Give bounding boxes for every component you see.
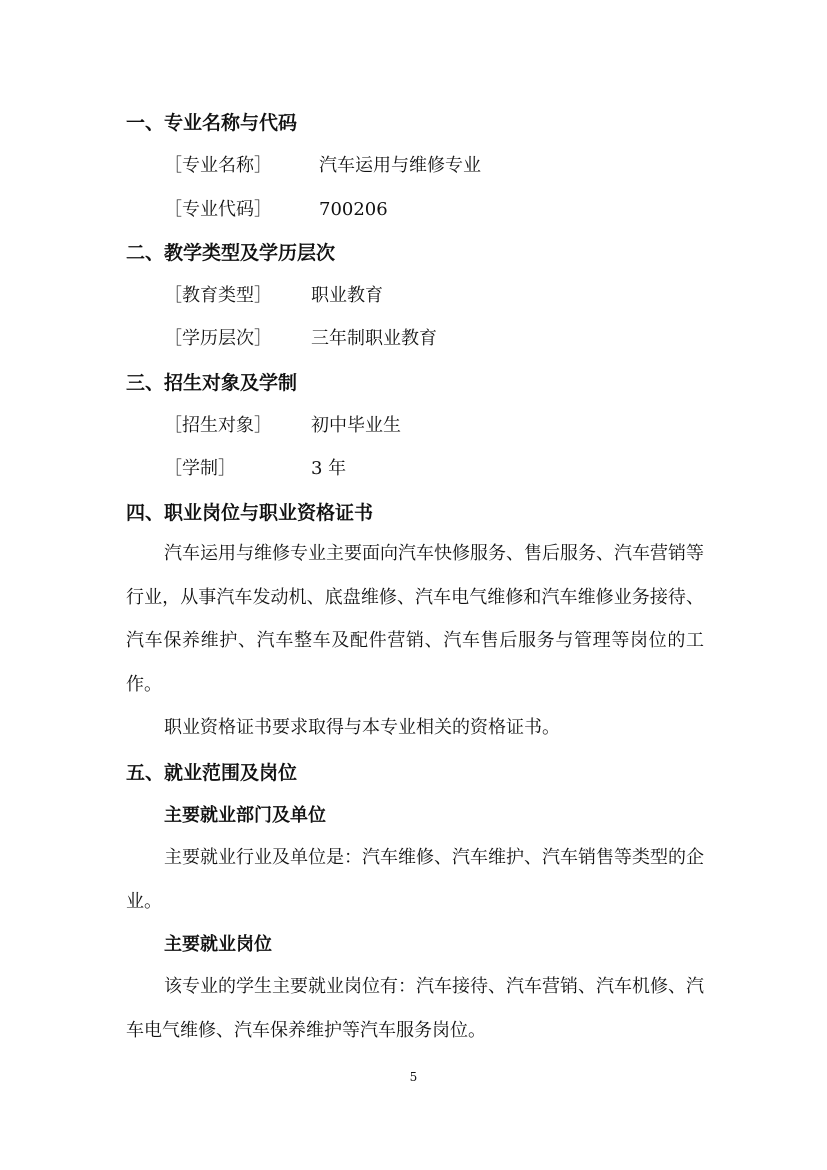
section-1-heading: 一、专业名称与代码	[126, 112, 298, 134]
section-5-heading: 五、就业范围及岗位	[126, 762, 298, 784]
field-value: 700206	[319, 199, 388, 220]
field-label: ［专业名称］	[164, 155, 272, 176]
field-value: 汽车运用与维修专业	[319, 155, 481, 176]
field-value: 初中毕业生	[311, 415, 401, 436]
section-4-paragraph-1: 汽车运用与维修专业主要面向汽车快修服务、售后服务、汽车营销等行业，从事汽车发动机、底盘维修、汽车电气维修和汽车维修业务接待、汽车保养维护、汽车整车及配件营销、汽车售后服务与管理等岗位的工作。	[126, 543, 704, 695]
field-value: 职业教育	[311, 285, 383, 306]
section-4-heading: 四、职业岗位与职业资格证书	[126, 502, 374, 524]
field-label: ［学历层次］	[164, 328, 272, 349]
subheading-positions: 主要就业岗位	[164, 934, 272, 955]
section-2-heading: 二、教学类型及学历层次	[126, 242, 336, 264]
field-label: ［招生对象］	[164, 415, 272, 436]
section-5-paragraph-1: 主要就业行业及单位是：汽车维修、汽车维护、汽车销售等类型的企业。	[126, 847, 704, 912]
field-label: ［学制］	[164, 458, 236, 479]
section-3-heading: 三、招生对象及学制	[126, 372, 298, 394]
field-label: ［教育类型］	[164, 285, 272, 306]
field-value: 三年制职业教育	[311, 328, 437, 349]
page-number: 5	[409, 1070, 418, 1084]
field-value: 3 年	[311, 458, 347, 479]
section-5-paragraph-2: 该专业的学生主要就业岗位有：汽车接待、汽车营销、汽车机修、汽车电气维修、汽车保养维护等汽车服务岗位。	[126, 976, 704, 1041]
subheading-departments: 主要就业部门及单位	[164, 805, 326, 826]
field-label: ［专业代码］	[164, 199, 272, 220]
section-4-paragraph-2: 职业资格证书要求取得与本专业相关的资格证书。	[164, 717, 560, 738]
